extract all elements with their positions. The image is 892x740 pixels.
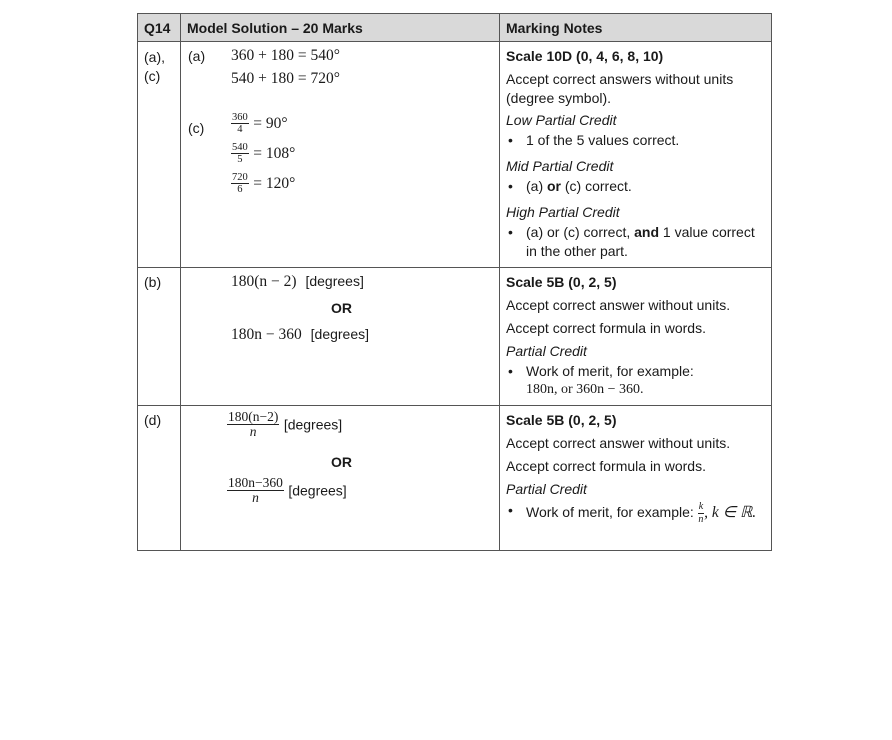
fraction-equation: $\frac{540}{5}$ = 108° xyxy=(232,142,296,166)
notes-cell xyxy=(500,406,772,551)
scale-label: Scale 10D (0, 4, 6, 8, 10) xyxy=(506,48,664,64)
credit-item: • 1 of the 5 values correct. xyxy=(506,132,679,148)
fraction: $\frac{180(n-2)}{n}$ xyxy=(228,409,279,440)
or-label: OR xyxy=(331,454,352,470)
solution-line: 180n − 360 [degrees] xyxy=(231,326,370,343)
solution-line: 540 + 180 = 720° xyxy=(231,70,340,87)
credit-item-continuation: in the other part. xyxy=(526,243,628,259)
solution-cell xyxy=(181,406,500,551)
fraction-equation: $\frac{360}{4}$ = 90° xyxy=(232,112,288,136)
notes-cell xyxy=(500,268,772,406)
header-marking-notes: Marking Notes xyxy=(500,14,772,42)
credit-item: • (a) or (c) correct. xyxy=(506,178,632,194)
fraction: $\frac{k}{n}$ xyxy=(698,501,704,525)
sub-part-label: (a) xyxy=(188,48,206,64)
marking-scheme-table xyxy=(137,13,772,551)
sub-part-label: (c) xyxy=(188,120,205,136)
note-text: Accept correct answer without units. xyxy=(506,435,731,451)
row-a-c xyxy=(138,42,772,268)
credit-heading: Mid Partial Credit xyxy=(506,158,614,174)
row-d xyxy=(138,406,772,551)
header-model-solution: Model Solution – 20 Marks xyxy=(181,14,500,42)
credit-heading: Partial Credit xyxy=(506,481,587,497)
part-label: (b) xyxy=(144,274,162,290)
part-label: (d) xyxy=(144,412,162,428)
fraction: $\frac{360}{4}$ xyxy=(232,112,248,136)
credit-heading: Partial Credit xyxy=(506,343,587,359)
note-text: Accept correct answer without units. xyxy=(506,297,731,313)
solution-cell xyxy=(181,268,500,406)
fraction-expression: $\frac{180n-360}{n}$ [degrees] xyxy=(228,475,347,506)
credit-heading: High Partial Credit xyxy=(506,204,620,220)
header-question: Q14 xyxy=(138,14,181,42)
part-label-cell xyxy=(138,406,181,551)
credit-item-math: 180n, or 360n − 360. xyxy=(526,382,644,397)
fraction: $\frac{540}{5}$ xyxy=(232,142,248,166)
solution-line: 180(n − 2) [degrees] xyxy=(231,273,364,290)
note-text: Accept correct answers without units xyxy=(506,71,734,87)
fraction: $\frac{720}{6}$ xyxy=(232,172,248,196)
note-text: Accept correct formula in words. xyxy=(506,458,706,474)
credit-item: • Work of merit, for example: xyxy=(506,363,694,379)
scale-label: Scale 5B (0, 2, 5) xyxy=(506,274,617,290)
note-text: (degree symbol). xyxy=(506,90,612,106)
part-label: (c) xyxy=(144,68,161,84)
scale-label: Scale 5B (0, 2, 5) xyxy=(506,412,617,428)
part-label-cell xyxy=(138,268,181,406)
part-label: (a), xyxy=(144,49,165,65)
header-row xyxy=(138,14,772,42)
fraction-expression: $\frac{180(n-2)}{n}$ [degrees] xyxy=(228,409,343,440)
solution-line: 360 + 180 = 540° xyxy=(231,47,340,64)
solution-cell xyxy=(181,42,500,268)
credit-item: • Work of merit, for example: $\frac{k}{n}$ , k ∈ ℝ. xyxy=(506,502,756,525)
fraction: $\frac{180n-360}{n}$ xyxy=(228,475,283,506)
part-label-cell xyxy=(138,42,181,268)
notes-cell xyxy=(500,42,772,268)
row-b xyxy=(138,268,772,406)
or-label: OR xyxy=(331,300,352,316)
credit-heading: Low Partial Credit xyxy=(506,112,617,128)
fraction-equation: $\frac{720}{6}$ = 120° xyxy=(232,172,296,196)
credit-item: • (a) or (c) correct, and 1 value correct xyxy=(506,224,755,240)
note-text: Accept correct formula in words. xyxy=(506,320,706,336)
